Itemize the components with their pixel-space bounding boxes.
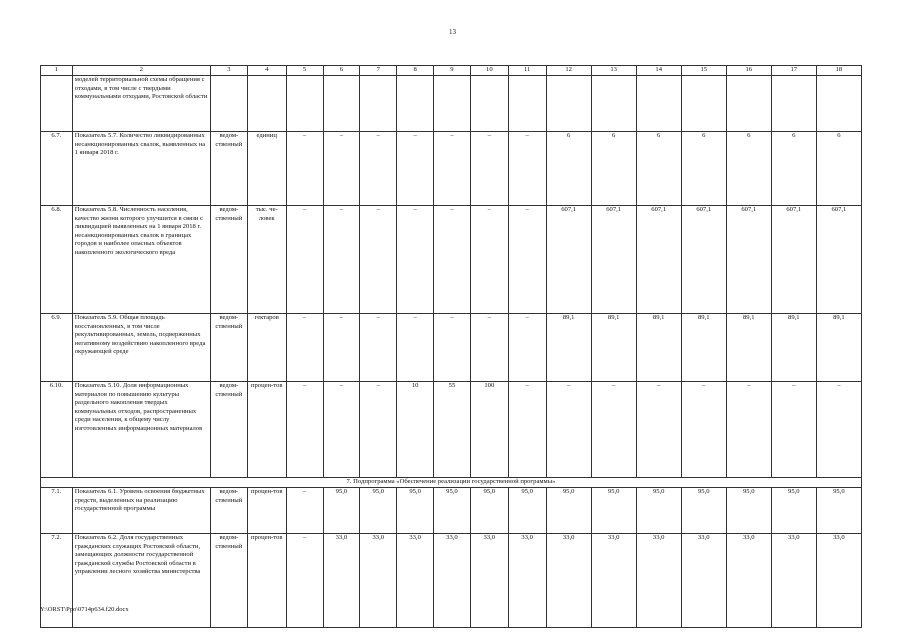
row-value-cell: – xyxy=(397,314,434,382)
row-value-cell: 89,1 xyxy=(636,314,681,382)
column-number-header: 4 xyxy=(247,66,286,76)
row-description: Показатель 5.10. Доля информационных материалов по повышению культуры раздельного накопления твердых коммунальных отходов, распространенных среди населения, к общему числу изготовленных информационных материалов xyxy=(72,382,210,478)
row-value-cell: – xyxy=(286,488,323,534)
row-id: 6.7. xyxy=(41,132,73,206)
page-number: 13 xyxy=(449,28,456,36)
row-indicator-type: ведом-ственный xyxy=(210,534,247,628)
row-id: 6.8. xyxy=(41,206,73,314)
row-value-cell: 89,1 xyxy=(726,314,771,382)
row-value-cell: 95,0 xyxy=(726,488,771,534)
row-value-cell: 33,0 xyxy=(726,534,771,628)
subprogram-row xyxy=(41,478,862,488)
indicator-row xyxy=(41,132,862,206)
row-description: моделей территориальной схемы обращения с отходами, в том числе с твердыми коммунальными отходами, Ростовской области xyxy=(72,76,210,132)
indicators-table xyxy=(40,65,862,628)
row-value-cell: 607,1 xyxy=(591,206,636,314)
row-value-cell: – xyxy=(470,206,508,314)
row-value-cell: – xyxy=(591,382,636,478)
row-value-cell: – xyxy=(434,314,471,382)
row-description: Показатель 5.9. Общая площадь восстановленных, в том числе рекультивированных, земель, подверженных негативному воздействию накопленного вреда окружающей среде xyxy=(72,314,210,382)
row-value-cell: 89,1 xyxy=(681,314,726,382)
row-value-cell: 95,0 xyxy=(636,488,681,534)
row-value-cell: 95,0 xyxy=(434,488,471,534)
column-number-header: 9 xyxy=(434,66,471,76)
row-description: Показатель 6.2. Доля государственных гражданских служащих Ростовской области, замещающих должности государственной гражданской службы Ростовской области в управлении лесного хозяйства министерства xyxy=(72,534,210,628)
row-indicator-type: ведом-ственный xyxy=(210,132,247,206)
row-unit: процен-тов xyxy=(247,488,286,534)
row-id: 7.1. xyxy=(41,488,73,534)
row-id: 6.10. xyxy=(41,382,73,478)
indicator-row xyxy=(41,314,862,382)
row-indicator-type: ведом-ственный xyxy=(210,206,247,314)
row-indicator-type: ведом-ственный xyxy=(210,314,247,382)
row-unit: процен-тов xyxy=(247,534,286,628)
row-value-cell: 6 xyxy=(681,132,726,206)
row-value-cell: 33,0 xyxy=(546,534,591,628)
row-value-cell: – xyxy=(470,314,508,382)
row-value-cell: – xyxy=(508,206,546,314)
row-value-cell: 95,0 xyxy=(546,488,591,534)
row-value-cell: – xyxy=(508,132,546,206)
row-value-cell: 95,0 xyxy=(360,488,397,534)
row-value-cell: 89,1 xyxy=(591,314,636,382)
row-value-cell: 33,0 xyxy=(323,534,360,628)
row-value-cell: 89,1 xyxy=(816,314,861,382)
column-number-header: 5 xyxy=(286,66,323,76)
indicator-row xyxy=(41,382,862,478)
row-value-cell: 33,0 xyxy=(681,534,726,628)
indicator-row xyxy=(41,488,862,534)
column-number-header: 6 xyxy=(323,66,360,76)
row-unit: единиц xyxy=(247,132,286,206)
row-value-cell: 607,1 xyxy=(771,206,816,314)
row-value-cell: – xyxy=(397,132,434,206)
row-value-cell: 6 xyxy=(726,132,771,206)
row-value-cell: – xyxy=(726,382,771,478)
row-value-cell: 6 xyxy=(636,132,681,206)
row-value-cell: 6 xyxy=(816,132,861,206)
row-value-cell: – xyxy=(681,382,726,478)
row-value-cell: 33,0 xyxy=(816,534,861,628)
row-value-cell: – xyxy=(286,314,323,382)
row-value-cell: 95,0 xyxy=(323,488,360,534)
column-number-header: 12 xyxy=(546,66,591,76)
row-value-cell: 95,0 xyxy=(816,488,861,534)
column-number-header: 18 xyxy=(816,66,861,76)
column-number-header: 13 xyxy=(591,66,636,76)
row-value-cell: – xyxy=(323,206,360,314)
row-description: Показатель 5.7. Количество ликвидированных несанкционированных свалок, выявленных на 1 января 2018 г. xyxy=(72,132,210,206)
row-value-cell: 6 xyxy=(546,132,591,206)
row-value-cell: 33,0 xyxy=(771,534,816,628)
row-value-cell: 89,1 xyxy=(546,314,591,382)
column-number-header: 11 xyxy=(508,66,546,76)
row-value-cell: – xyxy=(771,382,816,478)
column-number-header: 1 xyxy=(41,66,73,76)
row-unit: процен-тов xyxy=(247,382,286,478)
row-value-cell: 33,0 xyxy=(636,534,681,628)
column-number-header: 7 xyxy=(360,66,397,76)
footer-file-path: Y:\ORST\Ppo\0714p634.f20.docx xyxy=(40,606,129,613)
continued-row xyxy=(41,76,862,132)
column-number-header: 2 xyxy=(72,66,210,76)
row-value-cell: 33,0 xyxy=(591,534,636,628)
subprogram-title: 7. Подпрограмма «Обеспечение реализации государственной программы» xyxy=(41,478,862,488)
row-value-cell: 33,0 xyxy=(397,534,434,628)
column-number-header: 14 xyxy=(636,66,681,76)
row-value-cell: – xyxy=(508,314,546,382)
row-value-cell: 89,1 xyxy=(771,314,816,382)
row-value-cell: 95,0 xyxy=(681,488,726,534)
indicator-row xyxy=(41,206,862,314)
row-value-cell: 607,1 xyxy=(726,206,771,314)
row-value-cell: 607,1 xyxy=(546,206,591,314)
row-value-cell: – xyxy=(434,132,471,206)
row-id-cell xyxy=(41,76,73,132)
row-value-cell: 6 xyxy=(771,132,816,206)
row-value-cell: – xyxy=(397,206,434,314)
row-value-cell: 95,0 xyxy=(591,488,636,534)
row-id: 7.2. xyxy=(41,534,73,628)
column-number-header: 17 xyxy=(771,66,816,76)
row-value-cell: 33,0 xyxy=(470,534,508,628)
row-value-cell: 10 xyxy=(397,382,434,478)
row-value-cell: – xyxy=(360,132,397,206)
row-unit: гектаров xyxy=(247,314,286,382)
column-number-header: 3 xyxy=(210,66,247,76)
row-value-cell: – xyxy=(470,132,508,206)
row-value-cell: – xyxy=(323,314,360,382)
row-value-cell: 607,1 xyxy=(636,206,681,314)
row-value-cell: – xyxy=(816,382,861,478)
column-number-header: 8 xyxy=(397,66,434,76)
row-value-cell: – xyxy=(636,382,681,478)
row-value-cell: – xyxy=(323,382,360,478)
row-value-cell: 6 xyxy=(591,132,636,206)
column-number-header: 16 xyxy=(726,66,771,76)
row-value-cell: 95,0 xyxy=(771,488,816,534)
column-number-header: 10 xyxy=(470,66,508,76)
row-value-cell: – xyxy=(546,382,591,478)
row-value-cell: – xyxy=(286,132,323,206)
row-description: Показатель 5.8. Численность населения, качество жизни которого улучшится в связи с ликвидацией выявленных на 1 января 2018 г. несанкционированных свалок в границах городов и наиболее опасных объектов накопленного экологического вреда xyxy=(72,206,210,314)
row-description: Показатель 6.1. Уровень освоения бюджетных средств, выделенных на реализацию государственной программы xyxy=(72,488,210,534)
column-number-row xyxy=(41,66,862,76)
row-value-cell: – xyxy=(286,206,323,314)
row-value-cell: – xyxy=(360,382,397,478)
row-value-cell: 33,0 xyxy=(360,534,397,628)
row-indicator-type: ведом-ственный xyxy=(210,382,247,478)
indicator-row xyxy=(41,534,862,628)
row-value-cell: – xyxy=(434,206,471,314)
row-unit: тыс. че-ловек xyxy=(247,206,286,314)
row-value-cell: 607,1 xyxy=(816,206,861,314)
row-indicator-type: ведом-ственный xyxy=(210,488,247,534)
row-value-cell: – xyxy=(323,132,360,206)
row-value-cell: 607,1 xyxy=(681,206,726,314)
row-value-cell: – xyxy=(360,206,397,314)
row-value-cell: – xyxy=(508,382,546,478)
row-value-cell: 95,0 xyxy=(397,488,434,534)
row-value-cell: 33,0 xyxy=(508,534,546,628)
row-value-cell: – xyxy=(360,314,397,382)
row-value-cell: 95,0 xyxy=(470,488,508,534)
row-id: 6.9. xyxy=(41,314,73,382)
column-number-header: 15 xyxy=(681,66,726,76)
row-value-cell: – xyxy=(286,382,323,478)
row-value-cell: 33,0 xyxy=(434,534,471,628)
row-value-cell: – xyxy=(286,534,323,628)
row-value-cell: 55 xyxy=(434,382,471,478)
row-value-cell: 95,0 xyxy=(508,488,546,534)
row-value-cell: 100 xyxy=(470,382,508,478)
